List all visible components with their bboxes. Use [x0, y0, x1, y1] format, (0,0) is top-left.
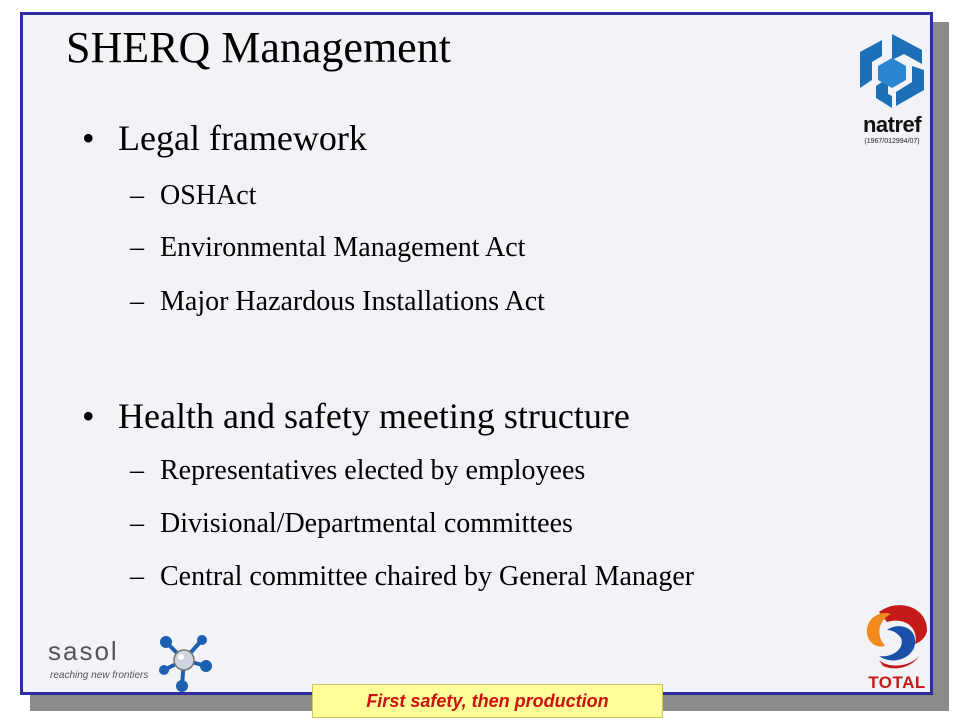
- sub-bullet-dash: –: [130, 455, 144, 486]
- sub-bullet-text: Divisional/Departmental committees: [160, 508, 573, 539]
- sub-bullet-dash: –: [130, 286, 144, 317]
- sub-bullet: [130, 455, 586, 487]
- sub-bullet-text: Major Hazardous Installations Act: [160, 286, 545, 317]
- natref-registration: (1967/012994/07): [864, 138, 920, 145]
- total-wordmark: TOTAL: [868, 673, 926, 692]
- sub-bullet: [130, 561, 695, 593]
- bullet-dot: •: [82, 396, 95, 436]
- sub-bullet: [130, 232, 526, 264]
- sub-bullet-dash: –: [130, 508, 144, 539]
- sub-bullet-text: Representatives elected by employees: [160, 455, 586, 486]
- total-logo: [857, 600, 937, 695]
- sub-bullet: [130, 286, 545, 318]
- sub-bullet: [130, 508, 573, 540]
- sub-bullet-text: Central committee chaired by General Manager: [160, 561, 695, 592]
- sasol-logo: [48, 630, 218, 694]
- footer-banner: First safety, then production: [312, 684, 663, 718]
- natref-hexagon-icon: [852, 30, 932, 110]
- sub-bullet-text: Environmental Management Act: [160, 232, 526, 263]
- sasol-tagline: reaching new frontiers: [50, 670, 149, 681]
- total-swirl-icon: [857, 600, 937, 672]
- slide-title: SHERQ Management: [66, 23, 451, 72]
- sasol-wordmark: sasol: [48, 636, 119, 666]
- natref-wordmark: natref: [862, 112, 922, 137]
- bullet-dot: •: [82, 118, 95, 158]
- sub-bullet-text: OSHAct: [160, 180, 257, 211]
- molecule-icon: [152, 630, 216, 694]
- sub-bullet-dash: –: [130, 232, 144, 263]
- bullet-heading: Legal framework: [118, 118, 367, 158]
- bullet-meeting-structure: [82, 395, 630, 437]
- bullet-heading: Health and safety meeting structure: [118, 396, 630, 436]
- sub-bullet-dash: –: [130, 561, 144, 592]
- natref-logo: [852, 30, 932, 150]
- sub-bullet-dash: –: [130, 180, 144, 211]
- sub-bullet: [130, 180, 257, 212]
- bullet-legal-framework: [82, 117, 367, 159]
